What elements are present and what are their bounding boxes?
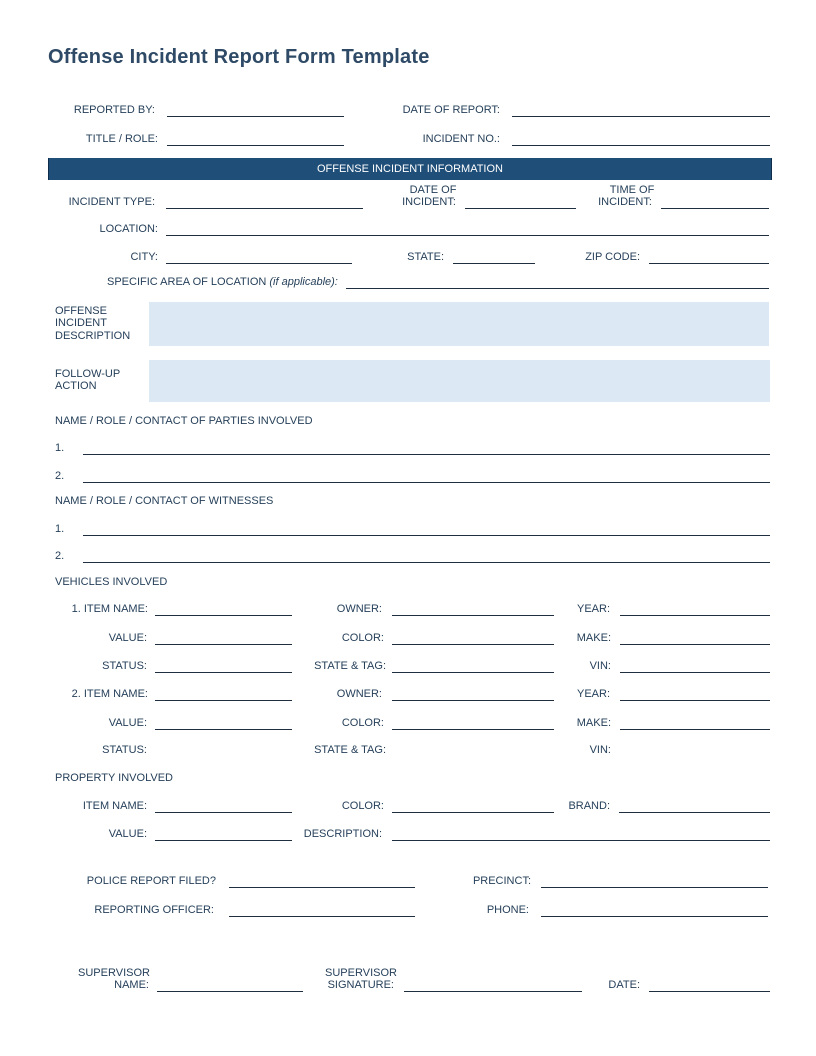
property-item-name-field[interactable] bbox=[155, 812, 292, 813]
vehicle2-vin-label: VIN: bbox=[589, 744, 611, 756]
vehicle2-value-field[interactable] bbox=[155, 729, 292, 730]
date-of-report-label: DATE OF REPORT: bbox=[402, 104, 500, 116]
supervisor-date-field[interactable] bbox=[649, 991, 770, 992]
offense-incident-description-field[interactable] bbox=[149, 302, 769, 346]
city-field[interactable] bbox=[166, 263, 352, 264]
vehicle2-color-label: COLOR: bbox=[341, 717, 384, 729]
property-color-field[interactable] bbox=[392, 812, 554, 813]
vehicle2-item-name-field[interactable] bbox=[155, 700, 292, 701]
location-field[interactable] bbox=[166, 235, 769, 236]
vehicle1-state-tag-label: STATE & TAG: bbox=[314, 660, 386, 672]
follow-up-action-field[interactable] bbox=[149, 360, 770, 402]
supervisor-name-field[interactable] bbox=[157, 991, 303, 992]
property-brand-field[interactable] bbox=[619, 812, 770, 813]
specific-area-text: SPECIFIC AREA OF LOCATION bbox=[107, 276, 267, 288]
vehicle2-item-name-label: 2. ITEM NAME: bbox=[71, 688, 148, 700]
parties-field-1[interactable] bbox=[83, 454, 770, 455]
vehicle1-make-label: MAKE: bbox=[576, 632, 611, 644]
vehicle2-make-field[interactable] bbox=[620, 729, 770, 730]
vehicle2-owner-label: OWNER: bbox=[336, 688, 382, 700]
parties-number-2: 2. bbox=[55, 470, 65, 482]
reported-by-field[interactable] bbox=[167, 116, 344, 117]
vehicle2-status-label: STATUS: bbox=[102, 744, 147, 756]
vehicle1-value-field[interactable] bbox=[155, 644, 292, 645]
reported-by-label: REPORTED BY: bbox=[73, 104, 155, 116]
vehicle1-item-name-field[interactable] bbox=[155, 615, 292, 616]
description-label-1: OFFENSE bbox=[55, 305, 107, 317]
property-description-field[interactable] bbox=[392, 840, 770, 841]
vehicle1-color-field[interactable] bbox=[392, 644, 554, 645]
location-label: LOCATION: bbox=[99, 223, 158, 235]
property-brand-label: BRAND: bbox=[568, 800, 610, 812]
precinct-field[interactable] bbox=[541, 887, 768, 888]
state-field[interactable] bbox=[453, 263, 535, 264]
supervisor-signature-field[interactable] bbox=[404, 991, 582, 992]
supervisor-name-label-1: SUPERVISOR bbox=[78, 967, 150, 979]
precinct-label: PRECINCT: bbox=[472, 875, 531, 887]
vehicle2-year-label: YEAR: bbox=[576, 688, 610, 700]
time-of-incident-field[interactable] bbox=[661, 208, 769, 209]
vehicle1-item-name-label: 1. ITEM NAME: bbox=[71, 603, 148, 615]
vehicle1-vin-field[interactable] bbox=[620, 672, 770, 673]
title-role-label: TITLE / ROLE: bbox=[85, 133, 158, 145]
title-role-field[interactable] bbox=[167, 145, 344, 146]
reporting-officer-field[interactable] bbox=[229, 916, 415, 917]
time-of-incident-label-2: INCIDENT: bbox=[598, 196, 652, 208]
witnesses-heading: NAME / ROLE / CONTACT OF WITNESSES bbox=[55, 495, 274, 507]
vehicle1-owner-label: OWNER: bbox=[336, 603, 382, 615]
property-description-label: DESCRIPTION: bbox=[303, 828, 382, 840]
property-heading: PROPERTY INVOLVED bbox=[55, 772, 173, 784]
zip-code-label: ZIP CODE: bbox=[585, 251, 640, 263]
description-label-2: INCIDENT bbox=[55, 317, 107, 329]
vehicle2-color-field[interactable] bbox=[392, 729, 554, 730]
vehicle1-state-tag-field[interactable] bbox=[392, 672, 554, 673]
vehicle2-state-tag-label: STATE & TAG: bbox=[314, 744, 386, 756]
reporting-officer-label: REPORTING OFFICER: bbox=[94, 904, 214, 916]
parties-heading: NAME / ROLE / CONTACT OF PARTIES INVOLVED bbox=[55, 415, 313, 427]
vehicle1-make-field[interactable] bbox=[620, 644, 770, 645]
incident-no-label: INCIDENT NO.: bbox=[422, 133, 500, 145]
vehicle2-year-field[interactable] bbox=[620, 700, 770, 701]
vehicles-heading: VEHICLES INVOLVED bbox=[55, 576, 168, 588]
witnesses-field-2[interactable] bbox=[83, 562, 770, 563]
page-title: Offense Incident Report Form Template bbox=[48, 46, 430, 68]
follow-up-label-2: ACTION bbox=[55, 380, 97, 392]
vehicle1-status-field[interactable] bbox=[155, 672, 292, 673]
property-value-label: VALUE: bbox=[108, 828, 147, 840]
vehicle1-status-label: STATUS: bbox=[102, 660, 147, 672]
date-of-incident-field[interactable] bbox=[465, 208, 576, 209]
vehicle1-vin-label: VIN: bbox=[589, 660, 611, 672]
supervisor-signature-label-1: SUPERVISOR bbox=[325, 967, 397, 979]
incident-type-label: INCIDENT TYPE: bbox=[68, 196, 155, 208]
date-of-report-field[interactable] bbox=[512, 116, 770, 117]
property-color-label: COLOR: bbox=[341, 800, 384, 812]
time-of-incident-label-1: TIME OF bbox=[609, 184, 655, 196]
police-report-filed-field[interactable] bbox=[229, 887, 415, 888]
vehicle2-owner-field[interactable] bbox=[392, 700, 554, 701]
city-label: CITY: bbox=[130, 251, 158, 263]
police-report-filed-label: POLICE REPORT FILED? bbox=[86, 875, 216, 887]
parties-field-2[interactable] bbox=[83, 482, 770, 483]
description-label-3: DESCRIPTION bbox=[55, 330, 131, 342]
vehicle2-make-label: MAKE: bbox=[576, 717, 611, 729]
vehicle1-color-label: COLOR: bbox=[341, 632, 384, 644]
specific-area-note: (if applicable): bbox=[269, 276, 338, 288]
witnesses-number-1: 1. bbox=[55, 523, 65, 535]
specific-area-field[interactable] bbox=[346, 288, 769, 289]
phone-label: PHONE: bbox=[486, 904, 529, 916]
vehicle1-year-field[interactable] bbox=[620, 615, 770, 616]
property-value-field[interactable] bbox=[155, 840, 292, 841]
vehicle1-owner-field[interactable] bbox=[392, 615, 554, 616]
witnesses-number-2: 2. bbox=[55, 550, 65, 562]
date-of-incident-label-1: DATE OF bbox=[409, 184, 457, 196]
date-of-incident-label-2: INCIDENT: bbox=[402, 196, 456, 208]
zip-code-field[interactable] bbox=[649, 263, 769, 264]
offense-incident-information-header: OFFENSE INCIDENT INFORMATION bbox=[48, 158, 772, 180]
parties-number-1: 1. bbox=[55, 442, 65, 454]
incident-no-field[interactable] bbox=[512, 145, 770, 146]
witnesses-field-1[interactable] bbox=[83, 535, 770, 536]
vehicle1-value-label: VALUE: bbox=[108, 632, 147, 644]
incident-type-field[interactable] bbox=[166, 208, 363, 209]
supervisor-signature-label-2: SIGNATURE: bbox=[327, 979, 394, 991]
phone-field[interactable] bbox=[541, 916, 768, 917]
specific-area-label bbox=[107, 276, 338, 288]
supervisor-date-label: DATE: bbox=[608, 979, 640, 991]
property-item-name-label: ITEM NAME: bbox=[82, 800, 147, 812]
vehicle1-year-label: YEAR: bbox=[576, 603, 610, 615]
state-label: STATE: bbox=[407, 251, 444, 263]
supervisor-name-label-2: NAME: bbox=[114, 979, 149, 991]
follow-up-label-1: FOLLOW-UP bbox=[55, 368, 121, 380]
vehicle2-value-label: VALUE: bbox=[108, 717, 147, 729]
